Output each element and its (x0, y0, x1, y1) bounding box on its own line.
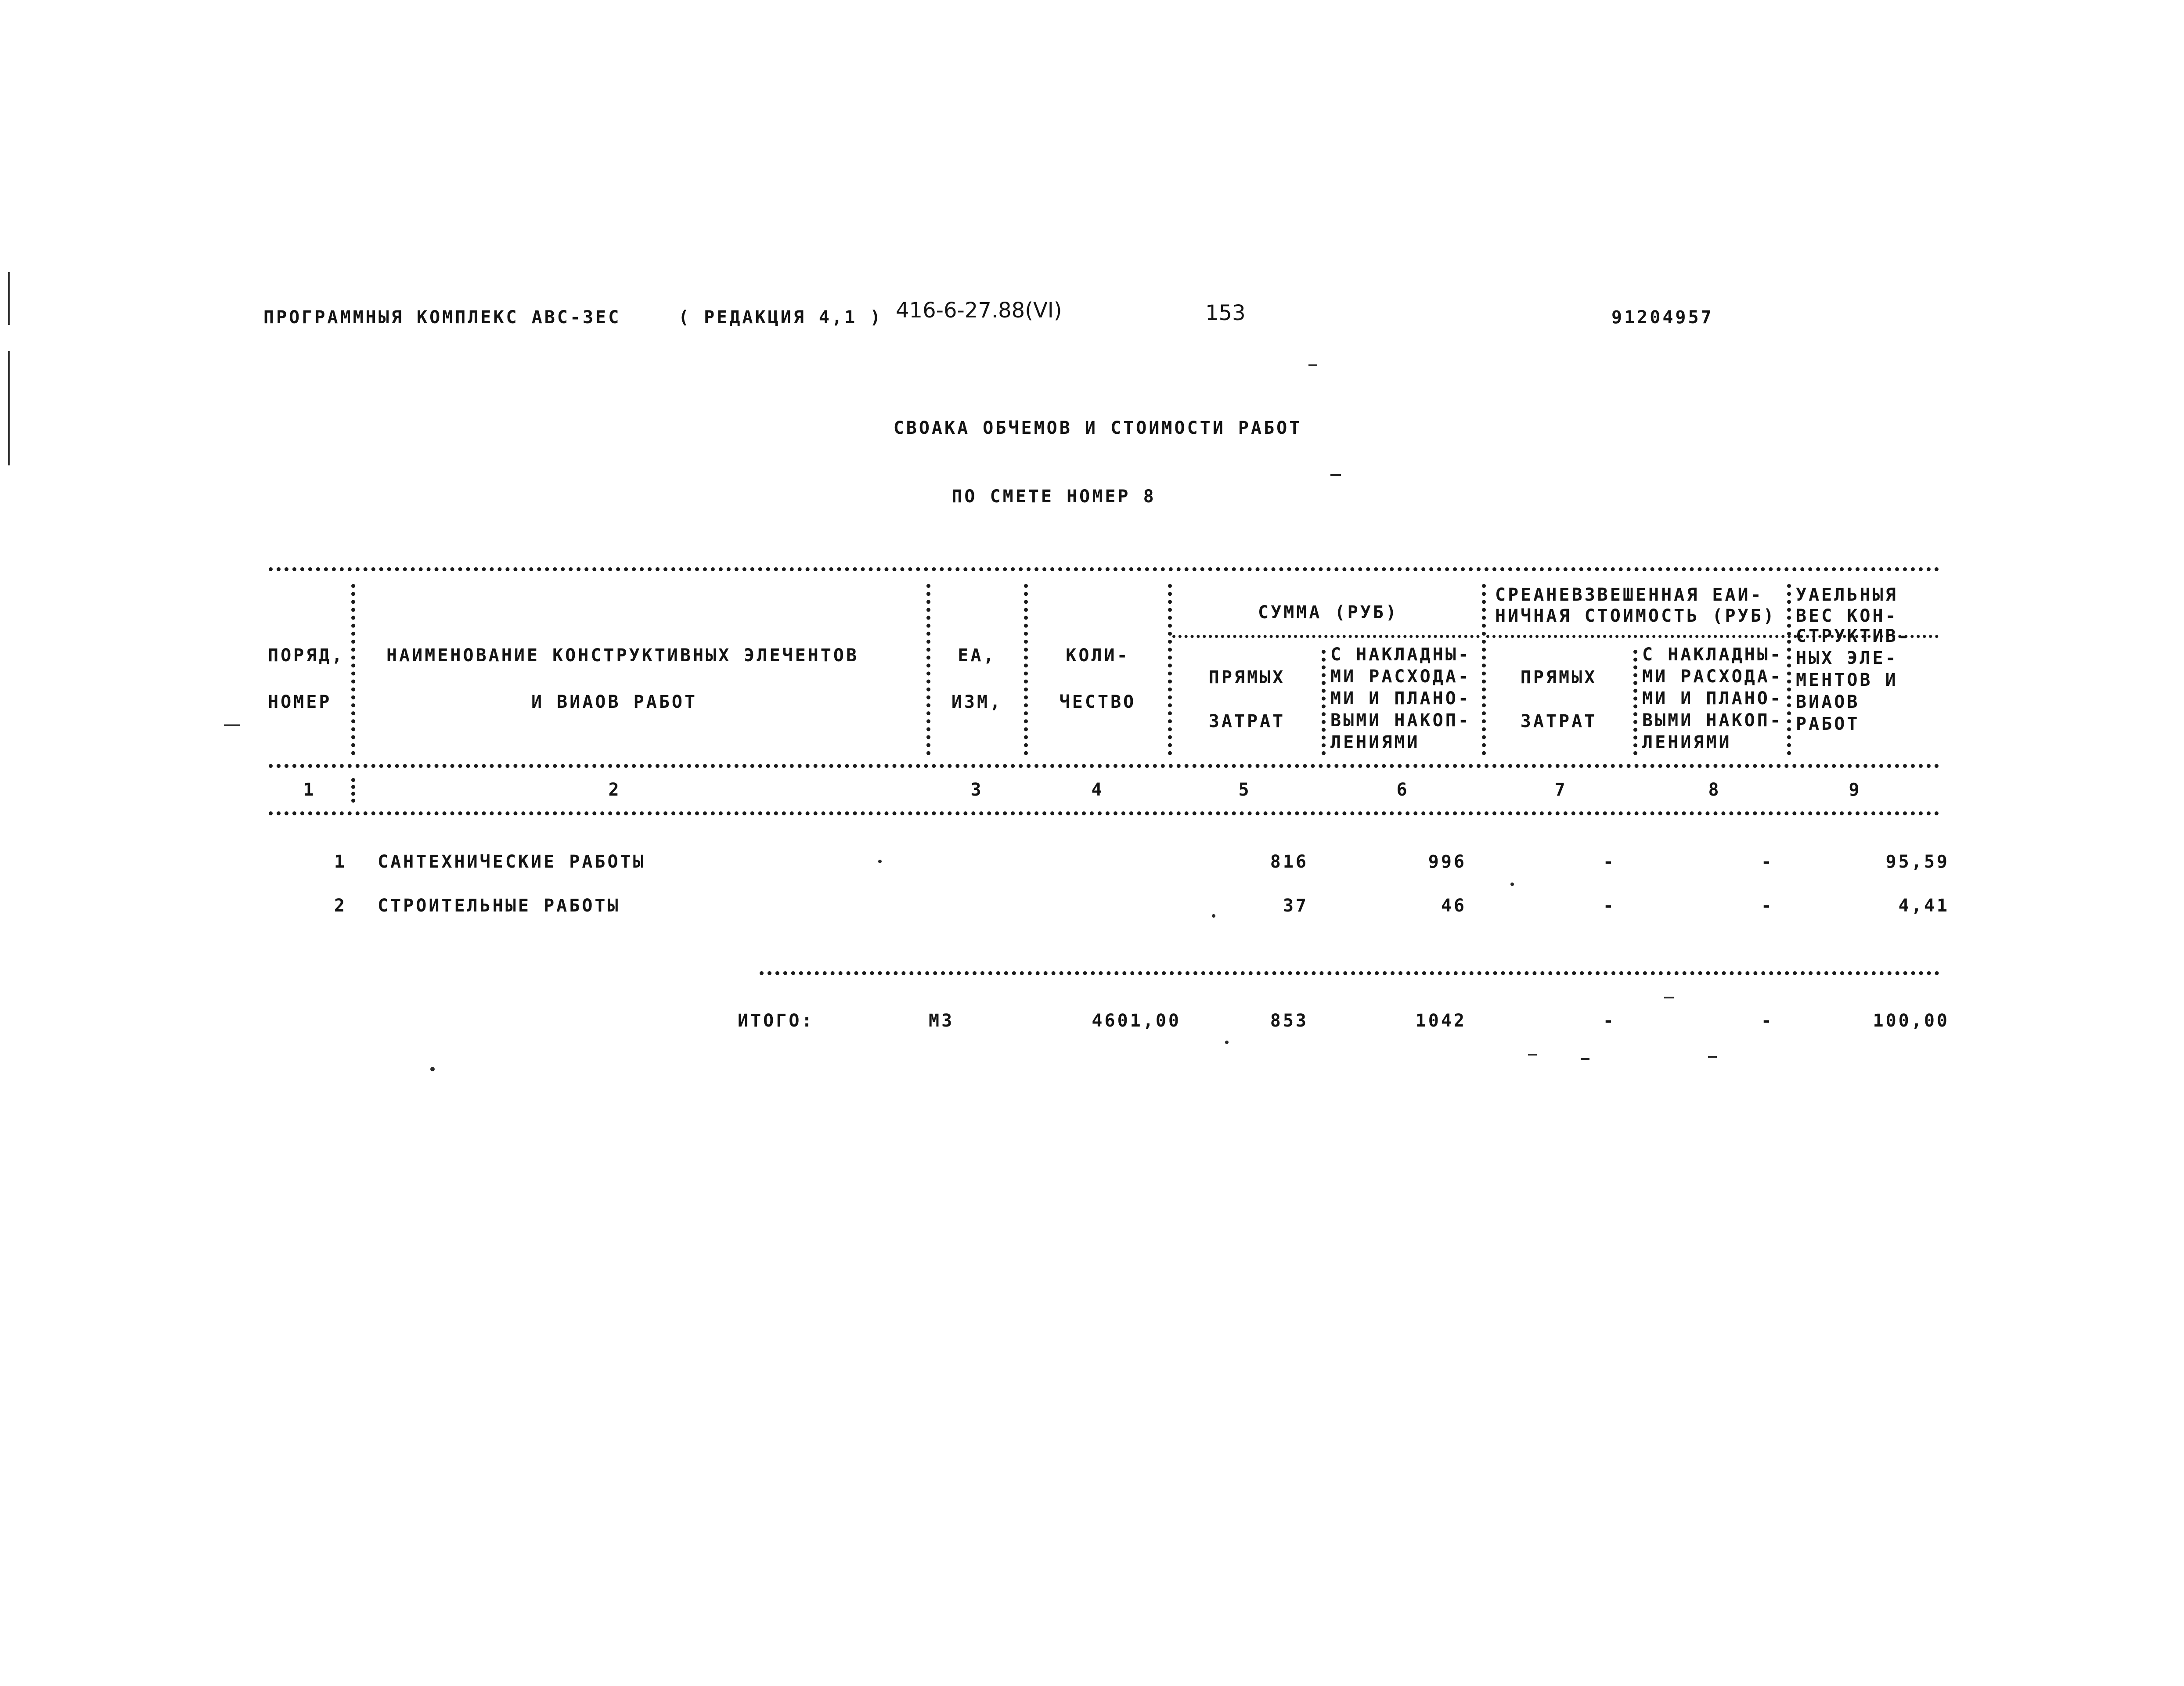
avg-overhead-header-5: ЛЕНИЯМИ (1642, 732, 1732, 753)
col-unit-header-1: ЕА, (958, 645, 996, 666)
col-number-3: 3 (970, 780, 984, 800)
total-rule (760, 971, 1939, 975)
scan-speck (1308, 364, 1317, 366)
scan-speck (1581, 1058, 1589, 1060)
scan-speck (430, 1067, 435, 1071)
col-sep-5 (1322, 650, 1326, 755)
share-header-1: УАЕЛЬНЫЯ (1796, 585, 1898, 605)
page-title: СВОАКА ОБЧЕМОВ И СТОИМОСТИ РАБОТ (893, 418, 1302, 438)
share-header-7: РАБОТ (1796, 714, 1860, 734)
share-header-4: НЫХ ЭЛЕ- (1796, 648, 1898, 668)
col-number-9: 9 (1849, 780, 1862, 800)
scan-speck (1528, 1054, 1537, 1056)
row-share: 95,59 (1885, 852, 1950, 872)
numbers-bottom-rule (269, 811, 1939, 815)
document-id: 91204957 (1611, 307, 1714, 328)
col-number-5: 5 (1238, 780, 1251, 800)
sum-overhead-header-2: МИ РАСХОДА- (1330, 666, 1471, 687)
program-name: ПРОГРАММНЫЯ КОМПЛЕКС АВС-ЗЕС (263, 307, 621, 328)
scan-speck (1330, 474, 1341, 476)
edition-label: ( РЕДАКЦИЯ 4,1 ) (678, 307, 883, 328)
avg-overhead-header-1: С НАКЛАДНЫ- (1642, 645, 1783, 665)
scan-speck (8, 272, 10, 325)
total-unit: МЗ (929, 1011, 955, 1031)
col-sep-3 (1024, 584, 1028, 755)
col-sep-4 (1168, 584, 1172, 755)
sum-overhead-header-1: С НАКЛАДНЫ- (1330, 645, 1471, 665)
col-name-header-2: И ВИАОВ РАБОТ (531, 692, 698, 712)
scan-speck (1664, 997, 1674, 998)
share-header-5: МЕНТОВ И (1796, 670, 1898, 690)
avg-overhead-header-4: ВЫМИ НАКОП- (1642, 710, 1783, 731)
total-quantity: 4601,00 (1092, 1011, 1181, 1031)
sum-overhead-header-4: ВЫМИ НАКОП- (1330, 710, 1471, 731)
header-bottom-rule (269, 764, 1939, 768)
avg-group-header-2: НИЧНАЯ СТОИМОСТЬ (РУБ) (1495, 606, 1776, 626)
numrow-sep (351, 778, 355, 803)
row-avg-direct: - (1603, 852, 1616, 872)
row-avg-overhead: - (1761, 852, 1774, 872)
col-number-2: 2 (608, 780, 621, 800)
row-name: САНТЕХНИЧЕСКИЕ РАБОТЫ (378, 852, 646, 872)
scan-speck (1212, 914, 1215, 918)
scan-speck (8, 351, 10, 465)
scan-speck (1225, 1041, 1229, 1044)
sum-group-header: СУММА (РУБ) (1258, 602, 1398, 623)
sum-direct-header-2: ЗАТРАТ (1208, 711, 1286, 731)
sum-overhead-header-3: МИ И ПЛАНО- (1330, 688, 1471, 709)
col-unit-header-2: ИЗМ, (951, 692, 1003, 712)
avg-direct-header-1: ПРЯМЫХ (1520, 667, 1597, 688)
table-top-rule (269, 567, 1939, 571)
col-number-7: 7 (1554, 780, 1568, 800)
col-sep-6 (1482, 584, 1486, 755)
col-sep-7 (1633, 650, 1637, 755)
row-sum-direct: 37 (1283, 896, 1308, 916)
scan-speck (878, 860, 882, 863)
col-num-header-1: ПОРЯД, (268, 645, 345, 666)
share-header-3: СТРУКТИВ- (1796, 626, 1911, 646)
row-sum-direct: 816 (1270, 852, 1308, 872)
avg-direct-header-2: ЗАТРАТ (1520, 711, 1597, 731)
col-qty-header-1: КОЛИ- (1066, 645, 1130, 666)
col-num-header-2: НОМЕР (268, 692, 332, 712)
col-sep-1 (351, 584, 355, 755)
total-sum-overhead: 1042 (1415, 1011, 1467, 1031)
col-number-1: 1 (303, 780, 316, 800)
row-number: 2 (334, 896, 347, 916)
row-name: СТРОИТЕЛЬНЫЕ РАБОТЫ (378, 896, 620, 916)
scan-speck (1510, 883, 1514, 886)
sum-direct-header-1: ПРЯМЫХ (1208, 667, 1286, 688)
row-sum-overhead: 46 (1441, 896, 1467, 916)
col-name-header-1: НАИМЕНОВАНИЕ КОНСТРУКТИВНЫХ ЭЛЕЧЕНТОВ (386, 645, 859, 666)
total-avg-overhead: - (1761, 1011, 1774, 1031)
avg-group-header-1: СРЕАНЕВЗВЕШЕННАЯ ЕАИ- (1495, 585, 1763, 605)
share-header-2: ВЕС КОН- (1796, 606, 1898, 626)
col-number-6: 6 (1396, 780, 1409, 800)
avg-overhead-header-2: МИ РАСХОДА- (1642, 666, 1783, 687)
col-number-4: 4 (1091, 780, 1104, 800)
sum-overhead-header-5: ЛЕНИЯМИ (1330, 732, 1420, 753)
col-sep-8 (1787, 584, 1791, 755)
row-avg-direct: - (1603, 896, 1616, 916)
total-avg-direct: - (1603, 1011, 1616, 1031)
total-label: ИТОГО: (738, 1011, 814, 1031)
col-sep-2 (926, 584, 930, 755)
share-header-6: ВИАОВ (1796, 692, 1860, 712)
row-avg-overhead: - (1761, 896, 1774, 916)
sum-group-rule (1172, 635, 1480, 638)
total-share: 100,00 (1873, 1011, 1950, 1031)
row-share: 4,41 (1898, 896, 1950, 916)
avg-overhead-header-3: МИ И ПЛАНО- (1642, 688, 1783, 709)
col-number-8: 8 (1708, 780, 1721, 800)
total-sum-direct: 853 (1270, 1011, 1308, 1031)
col-qty-header-2: ЧЕСТВО (1059, 692, 1136, 712)
row-sum-overhead: 996 (1428, 852, 1467, 872)
scan-speck (1708, 1056, 1717, 1058)
row-number: 1 (334, 852, 347, 872)
scan-speck (224, 724, 240, 726)
page-subtitle: ПО СМЕТЕ НОМЕР 8 (951, 486, 1156, 507)
handwritten-code: 416-6-27.88(VI) (896, 298, 1062, 323)
page-number: 153 (1205, 301, 1246, 325)
